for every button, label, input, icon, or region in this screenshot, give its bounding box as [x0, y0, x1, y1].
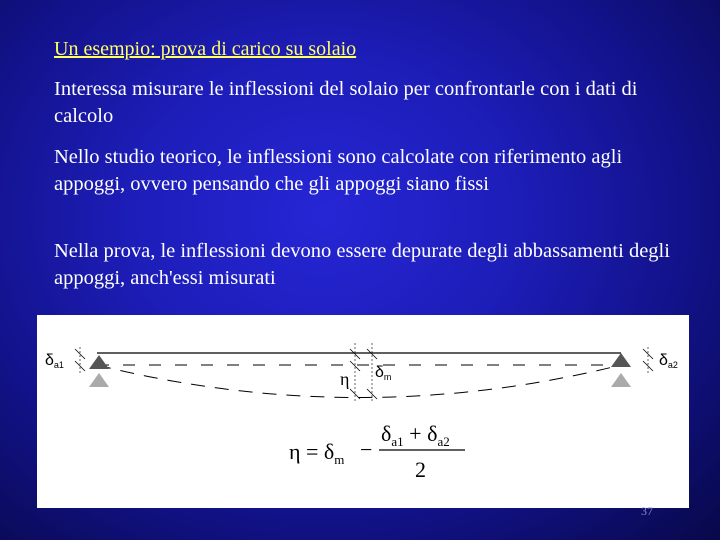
formula-numerator: $\delta_{a1} + \delta_{a2}$: [381, 421, 450, 449]
formula-lhs: $\eta = \delta_m$: [289, 439, 345, 467]
paragraph-3: Nella prova, le inflessioni devono essere depurate degli abbassamenti degli appoggi, anch'essi misurati: [54, 240, 670, 289]
label-delta-a1: δa1: [45, 352, 64, 370]
formula-minus: −: [360, 437, 373, 462]
label-delta-a2: δa2: [659, 352, 678, 370]
slide-number: 37: [641, 504, 653, 518]
paragraph-2: Nello studio teorico, le inflessioni sono calcolate con riferimento agli appoggi, ovvero pensando che gli appoggi siano fissi: [54, 146, 623, 195]
left-support-light: [89, 373, 109, 387]
label-eta: η: [340, 369, 350, 389]
label-delta-m: δm: [375, 364, 392, 382]
slide-title: Un esempio: prova di carico su solaio: [54, 38, 357, 60]
paragraph-1: Interessa misurare le inflessioni del solaio per confrontarle con i dati di calcolo: [54, 78, 638, 127]
deflection-diagram: [37, 315, 689, 508]
right-support-dark: [611, 353, 631, 367]
formula-denominator: 2: [415, 457, 426, 482]
right-support-light: [611, 373, 631, 387]
beam-svg: [37, 315, 689, 508]
left-support-dark: [89, 355, 109, 369]
formula: [289, 421, 465, 482]
